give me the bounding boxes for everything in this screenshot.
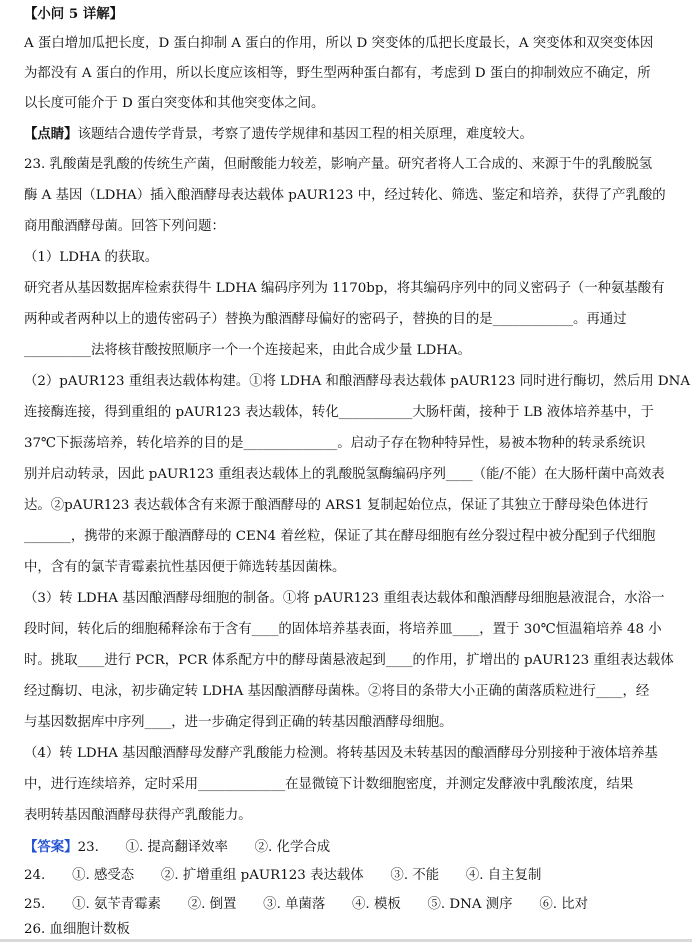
section-heading: 【小问 5 详解】	[24, 6, 123, 22]
part4-line-2: 中，进行连续培养，定时采用_____________在显微镜下计数细胞密度，并测定发酵液中乳酸浓度，结果	[24, 777, 634, 792]
part1-line-1: （1）LDHA 的获取。	[24, 250, 159, 265]
comment-line	[24, 124, 533, 144]
explanation-line-2: 为都没有 A 蛋白的作用，所以长度应该相等，野生型两种蛋白都有，考虑到 D 蛋白的抑制效应不确定，所	[24, 66, 651, 81]
part4-line-1: （4）转 LDHA 基因酿酒酵母发酵产乳酸能力检测。将转基因及未转基因的酿酒酵母分别接种于液体培养基	[24, 746, 658, 761]
part2-line-1: （2）pAUR123 重组表达载体构建。①将 LDHA 和酿酒酵母表达载体 pAUR123 同时进行酶切，然后用 DNA	[24, 374, 690, 389]
part2-line-6: _______，携带的来源于酿酒酵母的 CEN4 着丝粒，保证了其在酵母细胞有丝分裂过程中被分配到子代细胞	[24, 529, 656, 544]
part3-line-4: 经过酶切、电泳，初步确定转 LDHA 基因酿酒酵母菌株。②将目的条带大小正确的菌落质粒进行____，经	[24, 684, 650, 699]
answer-label: 【答案】	[24, 839, 78, 855]
part1-line-4: __________法将核苷酸按照顺序一个一个连接起来，由此合成少量 LDHA。	[24, 343, 471, 358]
question-line-1: 23. 乳酸菌是乳酸的传统生产菌，但耐酸能力较差，影响产量。研究者将人工合成的、来源于牛的乳酸脱氢	[24, 157, 653, 172]
part1-line-2: 研究者从基因数据库检索获得牛 LDHA 编码序列为 1170bp，将其编码序列中的同义密码子（一种氨基酸有	[24, 281, 665, 296]
question-line-2: 酶 A 基因（LDHA）插入酿酒酵母表达载体 pAUR123 中，经过转化、筛选、鉴定和培养，获得了产乳酸的	[24, 188, 666, 203]
answer-23: 23. ①. 提高翻译效率 ②. 化学合成	[77, 840, 331, 855]
part2-line-7: 中，含有的氯苄青霉素抗性基因便于筛选转基因菌株。	[24, 560, 346, 575]
answer-25: 25. ①. 氨苄青霉素 ②. 倒置 ③. 单菌落 ④. 模板 ⑤. DNA 测序 ⑥. 比对	[24, 897, 589, 912]
part3-line-2: 段时间，转化后的细胞稀释涂布于含有____的固体培养基表面，将培养皿____，置于 30℃恒温箱培养 48 小	[24, 622, 662, 637]
part3-line-3: 时。挑取____进行 PCR，PCR 体系配方中的酵母菌悬液起到____的作用，扩增出的 pAUR123 重组表达载体	[24, 653, 674, 668]
explanation-line-3: 以长度可能介于 D 蛋白突变体和其他突变体之间。	[24, 96, 325, 111]
answer-26: 26. 血细胞计数板	[24, 922, 130, 937]
part3-line-5: 与基因数据库中序列____，进一步确定得到正确的转基因酿酒酵母细胞。	[24, 715, 453, 730]
comment-text: 该题结合遗传学背景，考察了遗传学规律和基因工程的相关原理，难度较大。	[77, 127, 533, 142]
part3-line-1: （3）转 LDHA 基因酿酒酵母细胞的制备。①将 pAUR123 重组表达载体和酿酒酵母细胞悬液混合，水浴一	[24, 591, 665, 606]
question-line-3: 商用酿酒酵母菌。回答下列问题：	[24, 219, 225, 234]
part4-line-3: 表明转基因酿酒酵母获得产乳酸能力。	[24, 808, 252, 823]
answer-24: 24. ①. 感受态 ②. 扩增重组 pAUR123 表达载体 ③. 不能 ④. 自主复制	[24, 868, 542, 883]
part1-line-3: 两种或者两种以上的遗传密码子）替换为酿酒酵母偏好的密码子，替换的目的是____________。再通过	[24, 312, 627, 327]
explanation-line-1: A 蛋白增加瓜把长度，D 蛋白抑制 A 蛋白的作用，所以 D 突变体的瓜把长度最长，A 突变体和双突变体因	[24, 36, 654, 51]
answer-line-1	[24, 837, 330, 857]
part2-line-2: 连接酶连接，得到重组的 pAUR123 表达载体，转化___________大肠杆菌，接种于 LB 液体培养基中，于	[24, 405, 654, 420]
part2-line-5: 达。②pAUR123 表达载体含有来源于酿酒酵母的 ARS1 复制起始位点，保证了其独立于酵母染色体进行	[24, 498, 649, 513]
comment-label: 【点睛】	[24, 126, 78, 142]
part2-line-3: 37℃下振荡培养，转化培养的目的是______________。启动子存在物种特异性，易被本物种的转录系统识	[24, 436, 646, 451]
part2-line-4: 别并启动转录，因此 pAUR123 重组表达载体上的乳酸脱氢酶编码序列____（能/不能）在大肠杆菌中高效表	[24, 467, 665, 482]
